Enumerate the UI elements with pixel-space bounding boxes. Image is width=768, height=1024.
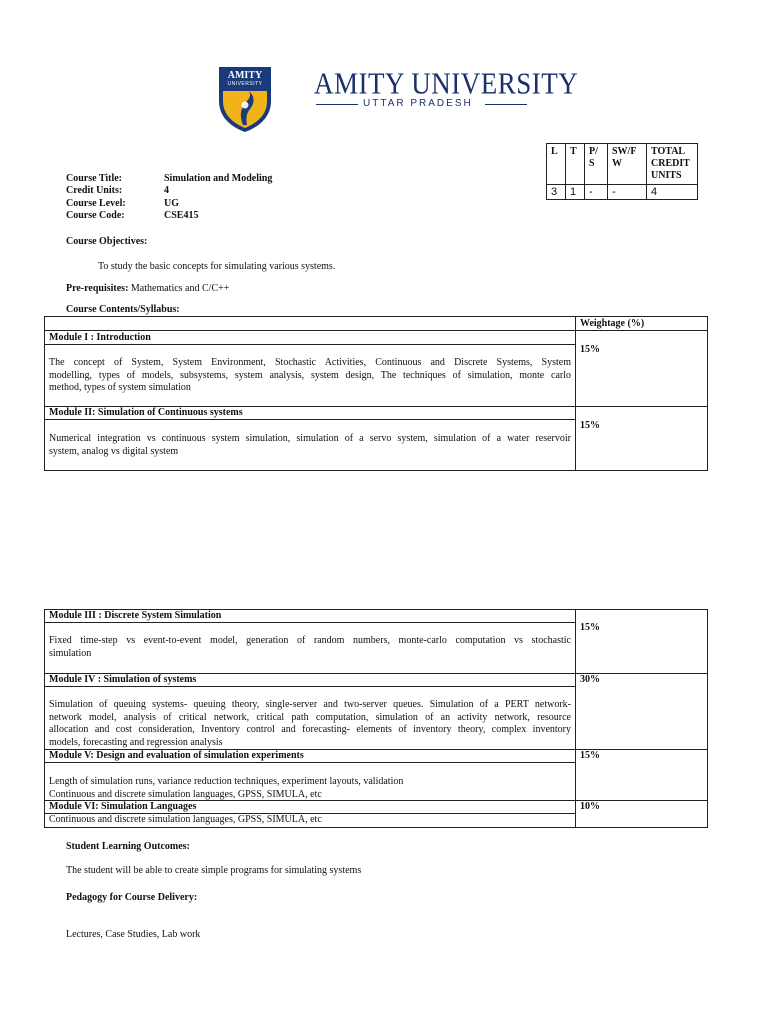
university-subtitle: UTTAR PRADESH [363, 98, 473, 109]
table1-column-divider [575, 316, 576, 471]
module3-title-rule [44, 622, 576, 623]
credit-units-row [66, 185, 169, 198]
subtitle-rule-right [485, 104, 527, 105]
course-code-value: CSE415 [164, 210, 199, 221]
weightage-header: Weightage (%) [580, 318, 645, 329]
emblem-subtext: UNIVERSITY [227, 81, 263, 87]
prerequisites-label: Pre-requisites: [66, 283, 129, 294]
course-code-label: Course Code: [66, 210, 125, 221]
module-1-line: method, types of system simulation [49, 382, 191, 393]
module-4-body [49, 699, 571, 749]
pedagogy-heading: Pedagogy for Course Delivery: [66, 892, 198, 903]
credit-value-ps: - [585, 185, 608, 200]
subtitle-rule-left [316, 104, 358, 105]
module-5-line: Continuous and discrete simulation languages, GPSS, SIMULA, etc [49, 788, 322, 800]
outcomes-heading: Student Learning Outcomes: [66, 841, 190, 852]
module-4-line: allocation and cost consideration, Inventory control and forecasting- elements of inventory theory, complex inventory [49, 724, 571, 735]
emblem-text: AMITY [227, 70, 263, 81]
course-level-label: Course Level: [66, 198, 126, 209]
module-1-title: Module I : Introduction [49, 332, 151, 343]
course-title-label: Course Title: [66, 173, 123, 184]
module-5-line: Length of simulation runs, variance reduction techniques, experiment layouts, validation [49, 776, 404, 787]
credit-table [546, 143, 698, 200]
module-6-weight: 10% [580, 801, 600, 812]
module-2-title: Module II: Simulation of Continuous systems [49, 407, 243, 418]
module-3-line: simulation [49, 647, 92, 659]
university-logo [217, 65, 579, 135]
prerequisites [66, 283, 229, 296]
credit-units-label: Credit Units: [66, 185, 123, 196]
outcomes-text: The student will be able to create simple programs for simulating systems [66, 865, 362, 876]
credit-header-ps: P/ S [585, 144, 608, 185]
course-title-row [66, 173, 273, 186]
module-4-line: Simulation of queuing systems- queuing theory, single-server and two-server queues. Simulation of a PERT network- [49, 699, 571, 710]
module-4-weight: 30% [580, 674, 600, 685]
module-2-body [49, 433, 571, 458]
module4-title-rule [44, 686, 576, 687]
module-2-line: Numerical integration vs continuous system simulation, simulation of a servo system, simulation of a water reservoir [49, 433, 571, 444]
table2-column-divider [575, 609, 576, 828]
module-4-title: Module IV : Simulation of systems [49, 674, 197, 685]
university-name: AMITY UNIVERSITY [314, 66, 579, 101]
module-4-line: network model, analysis of critical network, critical path computation, simulation of an activity network, resource [49, 711, 571, 723]
module-5-weight: 15% [580, 750, 600, 761]
module-1-line: The concept of System, System Environment, Stochastic Activities, Continuous and Discrete Systems, System [49, 357, 571, 368]
objectives-heading: Course Objectives: [66, 236, 148, 247]
module-4-line: models, forecasting and regression analysis [49, 736, 223, 748]
module-3-title: Module III : Discrete System Simulation [49, 610, 222, 621]
credit-table-value-row [547, 185, 698, 200]
syllabus-heading: Course Contents/Syllabus: [66, 304, 180, 315]
prerequisites-text: Mathematics and C/C++ [128, 283, 230, 294]
module-6-body [49, 814, 571, 827]
course-level-row [66, 198, 179, 211]
module-1-body [49, 357, 571, 395]
credit-value-total: 4 [647, 185, 698, 200]
credit-value-t: 1 [566, 185, 585, 200]
module-2-line: system, analog vs digital system [49, 445, 179, 457]
course-code-row [66, 210, 199, 223]
credit-header-total: TOTAL CREDIT UNITS [647, 144, 698, 185]
module-6-line: Continuous and discrete simulation languages, GPSS, SIMULA, etc [49, 814, 322, 825]
pedagogy-text: Lectures, Case Studies, Lab work [66, 929, 201, 940]
credit-header-t: T [566, 144, 585, 185]
credit-value-l: 3 [547, 185, 566, 200]
module5-title-rule [44, 762, 576, 763]
module-3-line: Fixed time-step vs event-to-event model, generation of random numbers, monte-carlo computation vs stochastic [49, 635, 571, 646]
module-3-weight: 15% [580, 622, 600, 633]
credit-units-value: 4 [164, 185, 169, 196]
credit-value-swfw: - [608, 185, 647, 200]
module-5-body [49, 776, 571, 801]
module-5-title: Module V: Design and evaluation of simulation experiments [49, 750, 304, 761]
credit-table-header-row [547, 144, 698, 185]
course-title-value: Simulation and Modeling [164, 173, 273, 184]
table1-header-rule [44, 330, 576, 331]
module-3-body [49, 635, 571, 660]
module-2-weight: 15% [580, 420, 600, 431]
module2-title-rule [44, 419, 576, 420]
credit-header-l: L [547, 144, 566, 185]
course-level-value: UG [164, 198, 179, 209]
credit-header-swfw: SW/F W [608, 144, 647, 185]
module-1-weight: 15% [580, 344, 600, 355]
module1-title-rule [44, 344, 576, 345]
module-1-line: modelling, types of models, subsystems, system analysis, system design, The techniques of simulation, monte carlo [49, 369, 571, 381]
module-6-title: Module VI: Simulation Languages [49, 801, 197, 812]
objectives-text: To study the basic concepts for simulating various systems. [98, 261, 336, 272]
